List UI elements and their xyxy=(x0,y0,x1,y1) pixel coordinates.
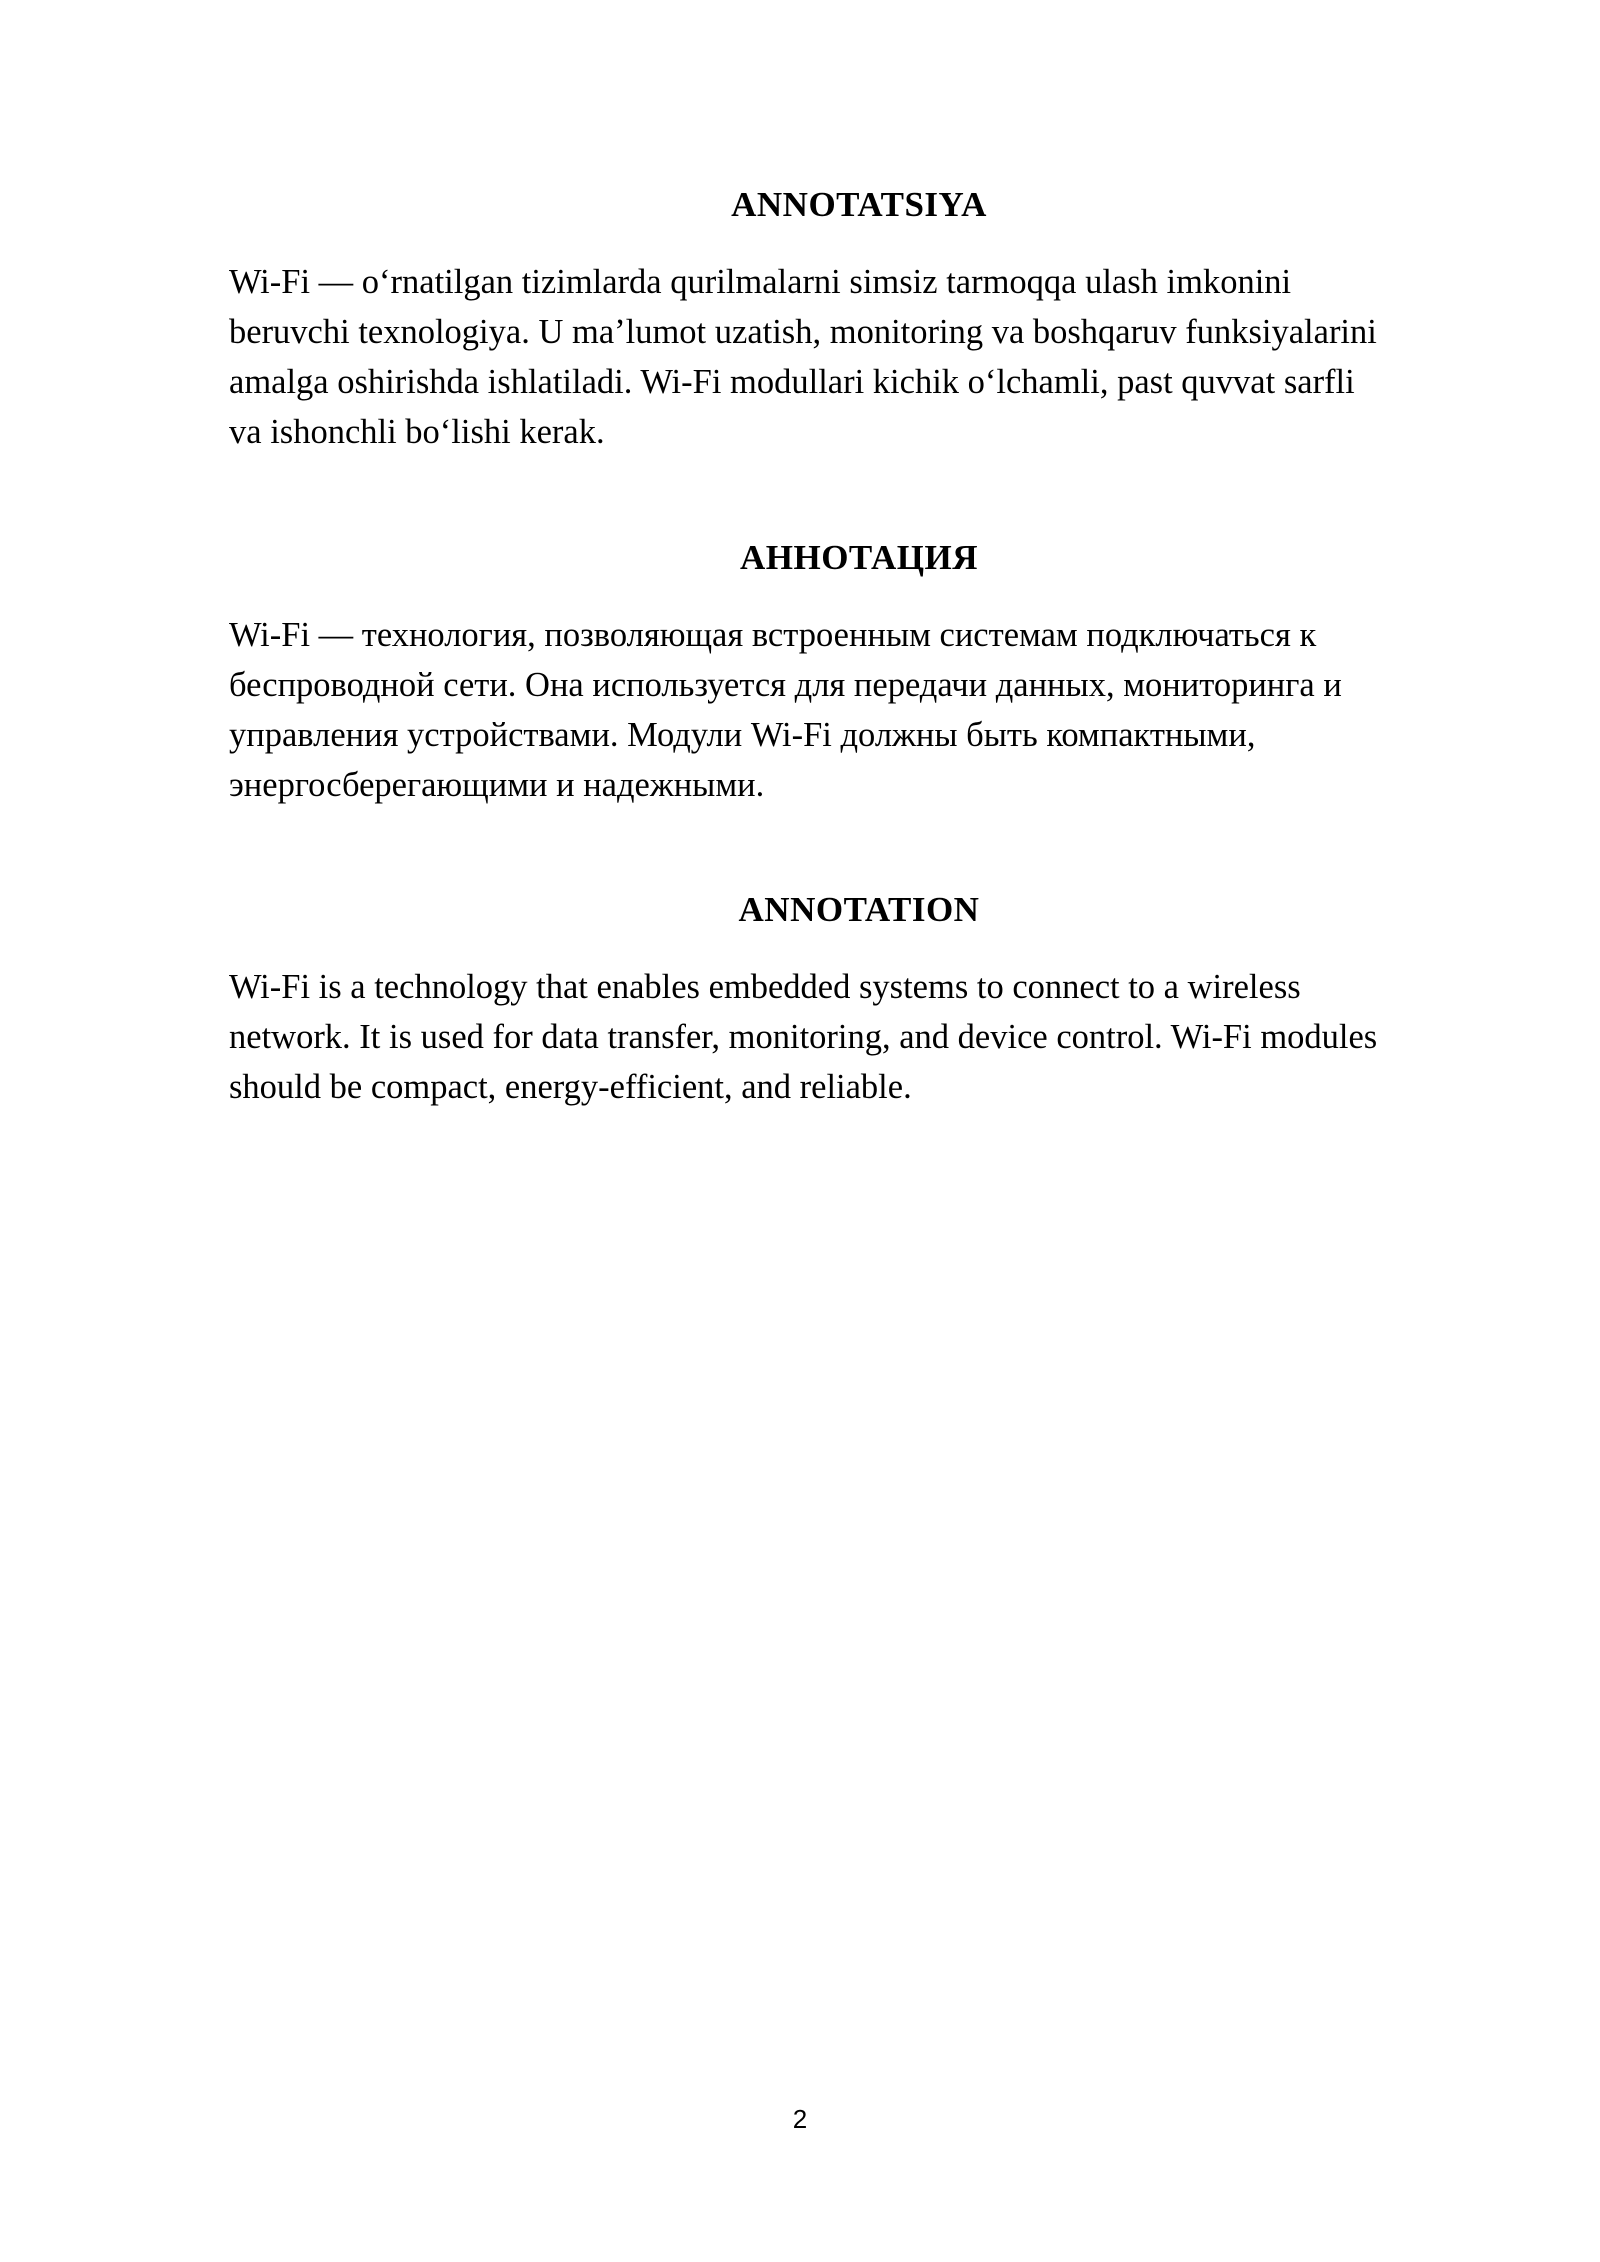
section-uzbek-annotation xyxy=(229,185,1489,457)
section-heading: ANNOTATION xyxy=(738,890,980,929)
paragraph-line: should be compact, energy-efficient, and reliable. xyxy=(229,1068,912,1106)
paragraph-line: network. It is used for data transfer, monitoring, and device control. Wi-Fi modules xyxy=(229,1018,1378,1056)
paragraph-line: Wi-Fi is a technology that enables embedded systems to connect to a wireless xyxy=(229,968,1301,1006)
paragraph-line: беспроводной сети. Она используется для передачи данных, мониторинга и xyxy=(229,666,1342,704)
paragraph-line: энергосберегающими и надежными. xyxy=(229,766,765,804)
paragraph-line: Wi-Fi — технология, позволяющая встроенным системам подключаться к xyxy=(229,616,1317,654)
section-paragraph xyxy=(229,257,1489,457)
section-heading: АННОТАЦИЯ xyxy=(739,538,979,577)
section-heading: ANNOTATSIYA xyxy=(731,185,987,224)
section-russian-annotation xyxy=(229,538,1489,810)
page-number: 2 xyxy=(792,2104,808,2134)
paragraph-line: va ishonchli boʻlishi kerak. xyxy=(229,413,605,451)
paragraph-line: Wi-Fi — oʻrnatilgan tizimlarda qurilmalarni simsiz tarmoqqa ulash imkonini xyxy=(229,263,1292,301)
section-paragraph xyxy=(229,962,1489,1112)
section-paragraph xyxy=(229,610,1489,810)
paragraph-line: beruvchi texnologiya. U maʼlumot uzatish, monitoring va boshqaruv funksiyalarini xyxy=(229,313,1377,351)
paragraph-line: amalga oshirishda ishlatiladi. Wi-Fi modullari kichik oʻlchamli, past quvvat sarfli xyxy=(229,363,1355,401)
paragraph-line: управления устройствами. Модули Wi-Fi должны быть компактными, xyxy=(229,716,1256,754)
section-english-annotation xyxy=(229,890,1489,1112)
